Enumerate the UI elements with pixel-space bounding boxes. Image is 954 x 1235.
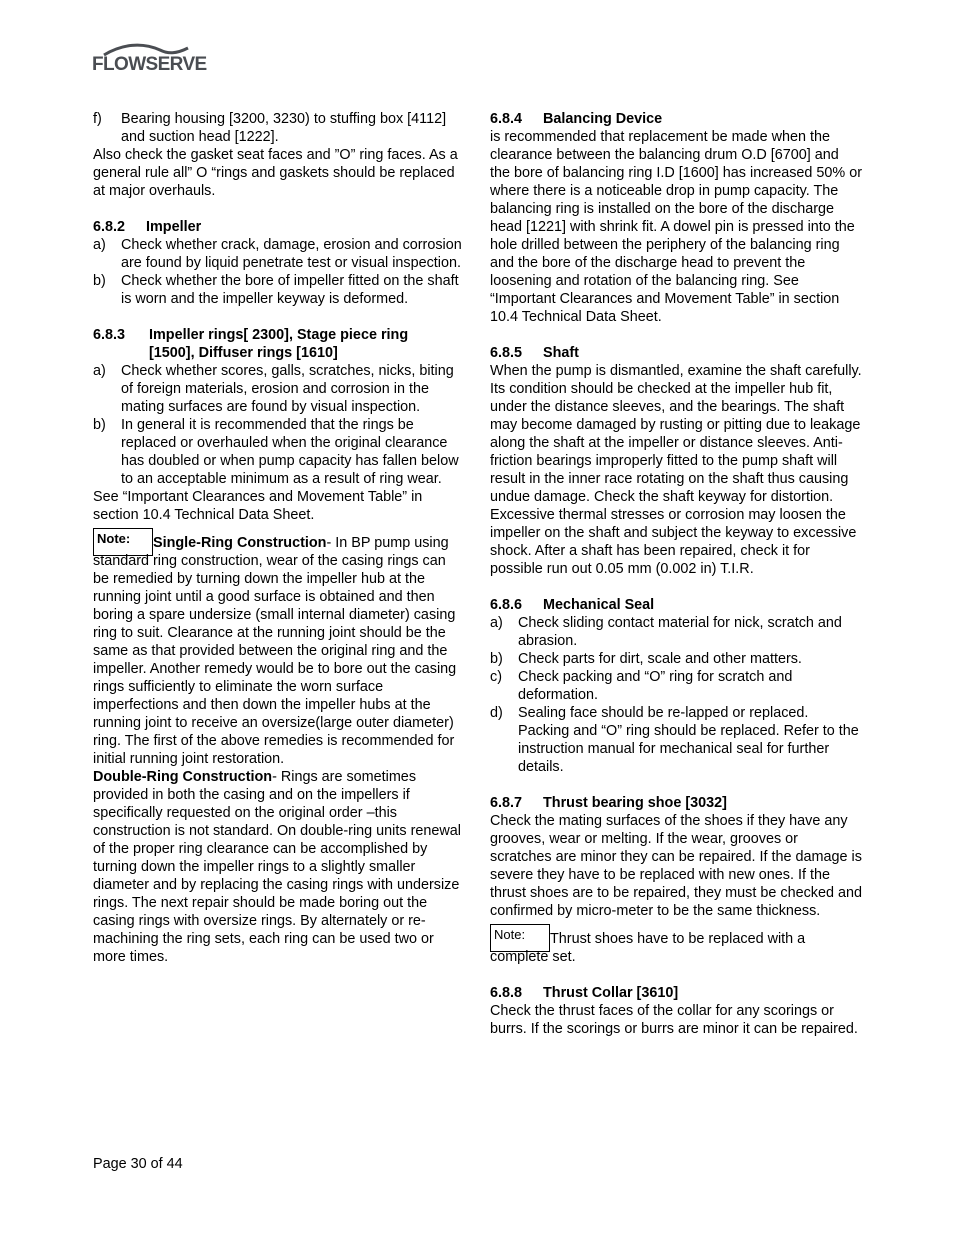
paragraph: When the pump is dismantled, examine the shaft carefully. Its condition should be checked at the impeller hub fit, under the distance sleeves, and the bearings. The shaft may become damaged by rusting or pitting due to leakage along the shaft at the impeller or distance sleeves. Anti-friction bearings improperly fitted to the pump shaft will result in the inner race rotating on the shaft thus causing undue damage. Check the shaft keyway for distortion. Excessive thermal stresses or corrosion may loosen the impeller on the shaft and subject the keyway to excessive shock. After a shaft has been repaired, check it for possible run out 0.05 mm (0.002 in) T.I.R. [490,363,862,577]
section-heading-6-8-7 [490,794,862,812]
list-marker: b) [490,651,503,667]
paragraph [93,768,463,966]
right-column [490,110,862,1038]
list-marker: b) [93,417,106,433]
section-title: Thrust Collar [3610] [543,985,679,1001]
section-title: Balancing Device [543,111,663,127]
section-number: 6.8.7 [490,795,523,811]
list-text: Check whether the bore of impeller fitted on the shaft is worn and the impeller keyway is deformed. [121,273,459,307]
list-item [490,668,862,704]
section-number: 6.8.6 [490,597,523,613]
section-heading-6-8-6 [490,596,862,614]
section-number: 6.8.5 [490,345,523,361]
list-text: Check packing and “O” ring for scratch and deformation. [518,669,793,703]
list-item [490,650,862,668]
page-number: Page 30 of 44 [93,1156,183,1172]
list-text: Check whether scores, galls, scratches, nicks, biting of foreign materials, erosion and corrosion in the mating surfaces are found by visual inspection. [121,363,454,415]
list-item [93,236,463,272]
section-heading-6-8-8 [490,984,862,1002]
section-title-continued: [1500], Diffuser rings [1610] [149,345,338,361]
list-marker: f) [93,111,102,127]
section-number: 6.8.3 [93,327,126,343]
section-title: Mechanical Seal [543,597,655,613]
section-heading-6-8-4 [490,110,862,128]
list-text: In general it is recommended that the rings be replaced or overhauled when the original clearance has doubled or when pump capacity has fallen below to an acceptable minimum as a result of ring wear. [121,417,459,487]
paragraph-text: - Rings are sometimes provided in both the casing and on the impellers if specifically requested on the original order –this construction is not standard. On double-ring units renewal of the proper ring clearance can be accomplished by turning down the impeller rings to a slightly smaller diameter and by replacing the casing rings with undersize rings. The next repair should be made boring out the casing rings with oversize rings. By alternately or re-machining the ring sets, each ring can be used two or more times. [93,769,461,965]
section-number: 6.8.8 [490,985,523,1001]
paragraph: Check the mating surfaces of the shoes if they have any grooves, wear or melting. If the wear, grooves or scratches are minor they can be repaired. If the damage is severe they have to be replaced with new ones. If the thrust shoes are to be repaired, they must be checked and confirmed by micro-meter to be the same thickness. [490,813,862,919]
logo-wordmark: FLOWSERVE [92,54,207,75]
list-item [93,362,463,416]
section-number: 6.8.2 [93,219,126,235]
list-text: Check sliding contact material for nick, scratch and abrasion. [518,615,842,649]
section-title: Shaft [543,345,579,361]
list-item [93,272,463,308]
list-text: Bearing housing [3200, 3230) to stuffing box [4112] and suction head [1222]. [121,111,447,145]
list-item [93,110,463,146]
list-marker: a) [93,363,106,379]
section-heading-6-8-3 [93,326,463,344]
paragraph: See “Important Clearances and Movement Table” in section 10.4 Technical Data Sheet. [93,489,423,523]
note-paragraph [490,924,862,966]
flowserve-logo [92,42,208,88]
list-text: Sealing face should be re-lapped or replaced. Packing and “O” ring should be replaced. Refer to the instruction manual for mechanical seal for further details. [518,705,859,775]
list-marker: a) [93,237,106,253]
paragraph-text: Thrust shoes have to be replaced with a complete set. [490,931,806,965]
list-text: Check whether crack, damage, erosion and corrosion are found by liquid penetrate test or visual inspection. [121,237,462,271]
list-marker: c) [490,669,502,685]
bold-term: Double-Ring Construction [93,769,273,785]
list-marker: d) [490,705,503,721]
paragraph: is recommended that replacement be made when the clearance between the balancing drum O.D [6700] and the bore of balancing ring I.D [1600] has increased 50% or where there is a noticeable drop in pump capacity. The balancing ring is installed on the bore of the discharge head [1221] with shrink fit. A dowel pin is pressed into the hole drilled between the periphery of the balancing ring and the bore of the discharge head to prevent the loosening and rotation of the balancing ring. See “Important Clearances and Movement Table” in section 10.4 Technical Data Sheet. [490,129,862,325]
section-title: Impeller [146,219,202,235]
note-box: Note: [490,924,550,952]
list-text: Check parts for dirt, scale and other matters. [518,651,802,667]
paragraph: Check the thrust faces of the collar for any scorings or burrs. If the scorings or burrs are minor it can be repaired. [490,1003,858,1037]
list-item [490,614,862,650]
left-column [93,110,463,966]
list-item [93,416,463,488]
bold-term: Single-Ring Construction [153,535,327,551]
section-title: Thrust bearing shoe [3032] [543,795,727,811]
section-number: 6.8.4 [490,111,523,127]
note-paragraph [93,528,463,768]
paragraph: Also check the gasket seat faces and ”O” ring faces. As a general rule all” O “rings and gaskets should be replaced at major overhauls. [93,147,458,199]
list-item [490,704,862,776]
section-heading-6-8-5 [490,344,862,362]
section-heading-6-8-2 [93,218,463,236]
section-title: Impeller rings[ 2300], Stage piece ring [149,327,409,343]
paragraph-text: - In BP pump using standard ring construction, wear of the casing rings can be remedied by turning down the impeller hub at the running joint until a good surface is obtained and then boring a spare undersize (small internal diameter) casing ring to suit. Clearance at the running joint should be the same as that provided between the original ring and the impeller. Another remedy would be to bore out the casing rings sufficiently to eliminate the worn surface imperfections and then down the impeller hubs at the running joint to receive an oversize(large outer diameter) ring. The first of the above remedies is recommended for initial running joint restoration. [93,535,457,767]
list-marker: a) [490,615,503,631]
list-marker: b) [93,273,106,289]
note-box: Note: [93,528,153,556]
